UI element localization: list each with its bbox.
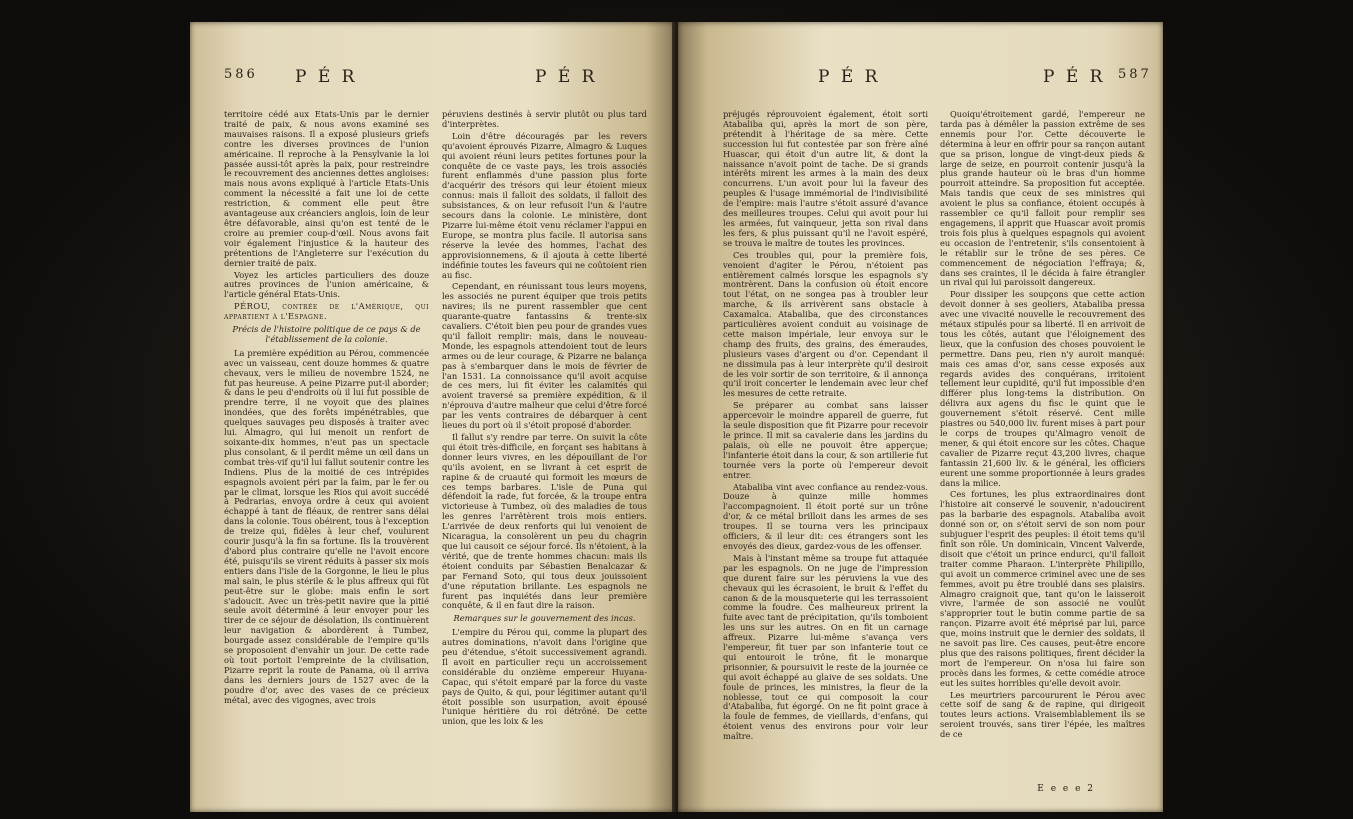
right-running-head [678,67,1163,97]
paragraph: péruviens destinés à servir plutôt ou plus tard d'interprètes. [442,110,647,129]
left-running-head [190,67,675,97]
text-column-1 [723,110,928,800]
paragraph: Quoiqu'étroitement gardé, l'empereur ne tarda pas à démêler la passion extrême de ses ennemis pour l'or. Cette découverte le détermina à leur en offrir pour sa rançon autant que sa prison, longue de vingt-deux pieds & large de seize, en pourroit contenir jusqu'à la plus grande hauteur où le bras d'un homme pourroit atteindre. Sa proposition fut acceptée. Mais tandis que ceux de ses ministres qui avoient le plus sa confiance, étoient occupés à rassembler ce qu'il falloit pour remplir ses engagemens, il apprit que Huascar avoit promis trois fois plus à quelques espagnols qui avoient eu occasion de l'entretenir, s'ils consentoient à le rétablir sur le trône de ses pères. Ce commencement de négociation l'effraya; &, dans ses craintes, il le décida à faire étrangler un rival qui lui paroissoit dangereux. [940,110,1145,288]
signature-mark: E e e e 2 [1037,784,1095,794]
paragraph: Loin d'être découragés par les revers qu'avoient éprouvés Pizarre, Almagro & Luques qui avoient réuni leurs petites fortunes pour la conquête de ce vaste pays, les trois associés furent enflammés d'une passion plus forte d'acquérir des trésors qui leur étoient mieux connus: mais il falloit des soldats, il falloit des subsistances, & on leur refusoit l'un & l'autre secours dans la colonie. Le ministère, dont Pizarre lui-même étoit venu réclamer l'appui en Europe, se montra plus facile. Il autorisa sans réserve la levée des hommes, l'achat des approvisionnemens, & il ajouta à cette liberté indéfinie toutes les faveurs qui ne coûtoient rien au fisc. [442,130,647,280]
running-head-title: P É R [295,67,358,87]
section-heading: Remarques sur le gouvernement des incas. [453,613,636,624]
article-heading: PÉROU, contrée de l'Amérique, qui appartient à l'Espagne. [224,301,429,322]
paragraph: Ces fortunes, les plus extraordinaires dont l'histoire ait conservé le souvenir, n'adoucirent pas la barbarie des espagnols. Atabaliba avoit donné son or, on s'étoit servi de son nom pour subjuguer l'esprit des peuples: il étoit tems qu'il finît son rôle. Un dominicain, Vincent Valverde, disoit que c'étoit un prince endurci, qu'il falloit traiter comme Pharaon. L'interprète Philipillo, qui avoit un commerce criminel avec une de ses femmes, avoit pu être troublé dans ses plaisirs. Almagro craignoit que, tant qu'on le laisseroit vivre, l'armée de son associé ne voulût s'approprier tout le butin comme partie de sa rançon. Pizarre avoit été méprisé par lui, parce que, moins instruit que le dernier des soldats, il ne savoit pas lire. Ces causes, peut-être encore plus que des raisons politiques, firent décider la mort de l'empereur. On n'osa lui faire son procès dans les formes, & cette comédie atroce eut les suites horribles qu'elle devoit avoir. [940,489,1145,688]
paragraph: préjugés réprouvoient également, étoit sorti Atabaliba qui, après la mort de son père, prétendit à l'héritage de sa mère. Cette succession lui fut contestée par son frère aîné Huascar, qui étoit d'un autre lit, & dont la naissance n'avoit point de tache. De si grands intérêts mirent les armes à la main des deux concurrens. L'un avoit pour lui la faveur des peuples & l'usage immémorial de l'indivisibilité de l'empire: mais l'autre s'étoit assuré d'avance des meilleures troupes. Celui qui avoit pour lui les armées, fut vainqueur, jetta son rival dans les fers, & plus puissant qu'il ne l'avoit espéré, se trouva le maître de toutes les provinces. [723,110,928,248]
section-heading: Précis de l'histoire politique de ce pays & de l'établissement de la colonie. [232,324,421,344]
paragraph: Pour dissiper les soupçons que cette action devoit donner à ses geoliers, Atabaliba pressa avec une vivacité nouvelle le recouvrement des métaux stipulés pour sa liberté. Il en arrivoit de tous les côtés, autant que l'éloignement des lieux, que la confusion des choses pouvoient le permettre. Dans peu, rien n'y auroit manqué: mais ces amas d'or, sans cesse exposés aux regards avides des conquérans, irritoient tellement leur cupidité, qu'il fut impossible d'en différer plus long-tems la distribution. On délivra aux agens du fisc le quint que le gouvernement s'étoit réservé. Cent mille piastres ou 540,000 liv. furent mises à part pour le corps de troupes qu'Almagro venoit de mener, & qui étoit encore sur les côtes. Chaque cavalier de Pizarre reçut 43,200 livres, chaque fantassin 21,600 liv. & le général, les officiers eurent une somme proportionnée à leurs grades dans la milice. [940,289,1145,488]
left-page [190,22,675,812]
running-head-title: P É R [535,67,598,87]
text-column-1 [224,110,429,800]
paragraph: Il fallut s'y rendre par terre. On suivit la côte qui étoit très-difficile, en forçant ses habitans à donner leurs vivres, en les dépouillant de l'or qu'ils avoient, en se livrant à cet esprit de rapine & de cruauté qui formoit les mœurs de ces temps barbares. L'isle de Puna qui défendoit la rade, fut forcée, & la troupe entra victorieuse à Tumbez, où des maladies de tous les genres l'arrêtèrent trois mois entiers. L'arrivée de deux renforts qui lui venoient de Nicaragua, la consolèrent un peu du chagrin que lui causoit ce séjour forcé. Ils n'étoient, à la vérité, que de trente hommes chacun: mais ils étoient conduits par Sébastien Benalcazar & par Fernand Soto, qui tous deux jouissoient d'une réputation brillante. Les espagnols ne furent pas inquiétés dans leur première conquête, & il en faut dire la raison. [442,432,647,611]
paragraph: Atabaliba vint avec confiance au rendez-vous. Douze à quinze mille hommes l'accompagnoient. Il étoit porté sur un trône d'or, & ce métal brilloit dans les armes de ses troupes. Il se tourna vers les principaux officiers, & il leur dit: ces étrangers sont les envoyés des dieux, gardez-vous de les offenser. [723,481,928,551]
right-page [678,22,1163,812]
paragraph: Voyez les articles particuliers des douze autres provinces de l'union américaine, & l'article général Etats-Unis. [224,269,429,300]
paragraph: L'empire du Pérou qui, comme la plupart des autres dominations, n'avoit dans l'origine que peu d'étendue, s'étoit successivement agrandi. Il avoit en particulier reçu un accroissement considérable du onzième empereur Huyana-Capac, qui s'étoit emparé par la force du vaste pays de Quito, & qui, pour légitimer autant qu'il étoit possible son usurpation, avoit épousé l'unique héritière du roi détrôné. De cette union, que les loix & les [442,627,647,727]
running-head-title: P É R [1043,67,1106,87]
paragraph: territoire cédé aux Etats-Unis par le dernier traité de paix, & nous avons examiné ses mauvaises raisons. Il a exposé plusieurs griefs contre les diverses provinces de l'union américaine. Il reproche à la Pensylvanie la loi passée aussi-tôt après la paix, pour restreindre le recouvrement des anciennes dettes angloises: mais nous avons expliqué à l'article Etats-Unis comment la nécessité a fait une loi de cette restriction, & comment elle peut être avantageuse aux créanciers anglois, loin de leur être défavorable, ainsi qu'on est tenté de le croire au premier coup-d'œil. Nous avons fait voir également l'injustice & la hauteur des prétentions de l'Angleterre sur l'exécution du dernier traité de paix. [224,110,429,268]
paragraph: Ces troubles qui, pour la première fois, venoient d'agiter le Pérou, n'étoient pas entièrement calmés lorsque les espagnols s'y montrèrent. Dans la confusion où étoit encore tout l'état, on ne songea pas à troubler leur marche, & ils arrivèrent sans obstacle à Caxamalca. Atabaliba, que des circonstances particulières avoient conduit au voisinage de cette maison impériale, leur envoya sur le champ des fruits, des grains, des émeraudes, plusieurs vases d'argent ou d'or. Cependant il ne dissimula pas à leur interprète qu'il desiroit de les voir sortir de son territoire, & il annonça qu'il iroit concerter le lendemain avec leur chef les mesures de cette retraite. [723,249,928,399]
running-head-title: P É R [818,67,881,87]
paragraph: La première expédition au Pérou, commencée avec un vaisseau, cent douze hommes & quatre chevaux, vers le milieu de novembre 1524, ne fut pas heureuse. A peine Pizarre put-il aborder; & dans le peu d'endroits où il lui fut possible de prendre terre, il ne voyoit que des plaines inondées, que des forêts impénétrables, que quelques sauvages peu disposés à traiter avec lui. Almagro, qui lui menoit un renfort de soixante-dix hommes, n'eut pas un spectacle plus consolant, & il perdit même un œil dans un combat très-vif qu'il lui fallut soutenir contre les Indiens. Plus de la moitié de ces intrépides espagnols avoient péri par la faim, par le fer ou par le climat, lorsque les Rios qui avoit succédé à Pedrarias, envoya ordre à ceux qui avoient échappé à tant de fléaux, de rentrer sans délai dans la colonie. Tous obéirent, tous à l'exception de treize qui, fidèles à leur chef, voulurent courir jusqu'à la fin sa fortune. Ils la trouvèrent d'abord plus contraire qu'elle ne l'avoit encore été, puisqu'ils se virent réduits à passer six mois entiers dans l'isle de la Gorgonne, le lieu le plus mal sain, le plus stérile & le plus affreux qui fût peut-être sur le globe: mais enfin le sort s'adoucit. Avec un très-petit navire que la pitié seule avoit déterminé à leur envoyer pour les tirer de ce séjour de désolation, ils continuèrent leur navigation & abordèrent à Tumbez, bourgade assez considérable de l'empire qu'ils se proposoient d'envahir un jour. De cette rade où tout portoit l'empreinte de la civilisation, Pizarre reprit la route de Panama, où il arriva dans les derniers jours de 1527 avec de la poudre d'or, avec des vases de ce précieux métal, avec des vigognes, avec trois [224,347,429,705]
text-column-2 [940,110,1145,800]
paragraph: Cependant, en réunissant tous leurs moyens, les associés ne purent équiper que trois petits navires; ils ne purent rassembler que cent quarante-quatre fantassins & trente-six cavaliers. C'étoit bien peu pour de grandes vues qu'il falloit remplir: mais, dans le nouveau-Monde, les espagnols attendoient tout de leurs armes ou de leur courage, & Pizarre ne balança pas à s'embarquer dans le mois de février de l'an 1531. La connoissance qu'il avoit acquise de ces mers, lui fit éviter les calamités qui avoient traversé sa première expédition, & il n'éprouva d'autre malheur que celui d'être forcé par les vents contraires de débarquer à cent lieues du port où il s'étoit proposé d'aborder. [442,281,647,431]
page-number: 587 [1118,67,1152,82]
page-number: 586 [224,67,258,82]
paragraph: Les meurtriers parcoururent le Pérou avec cette soif de sang & de rapine, qui dirigeoit toutes leurs actions. Vraisemblablement ils se seroient trouvés, sans tirer l'épée, les maîtres de ce [940,689,1145,740]
paragraph: Se préparer au combat sans laisser appercevoir le moindre appareil de guerre, fut la seule disposition que fit Pizarre pour recevoir le prince. Il mit sa cavalerie dans les jardins du palais, où elle ne pouvoit être apperçue; l'infanterie étoit dans la cour, & son artillerie fut tournée vers la porte où l'empereur devoit entrer. [723,400,928,480]
paragraph: Mais à l'instant même sa troupe fut attaquée par les espagnols. On ne juge de l'impression que durent faire sur les péruviens la vue des chevaux qui les écrasoient, le bruit & l'effet du canon & de la mousqueterie qui les terrassoient comme la foudre. Ces malheureux prirent la fuite avec tant de précipitation, qu'ils tomboient les uns sur les autres. On en fit un carnage affreux. Pizarre lui-même s'avança vers l'empereur, fit tuer par son infanterie tout ce qui entouroit le trône, fit le monarque prisonnier, & poursuivit le reste de la journée ce qui avoit échappé au glaive de ses soldats. Une foule de princes, les ministres, la fleur de la noblesse, tout ce qui composoit la cour d'Atabaliba, fut égorgé. On ne fit point grace à la foule de femmes, de vieillards, d'enfans, qui étoient venus des environs pour voir leur maître. [723,552,928,742]
text-column-2 [442,110,647,800]
